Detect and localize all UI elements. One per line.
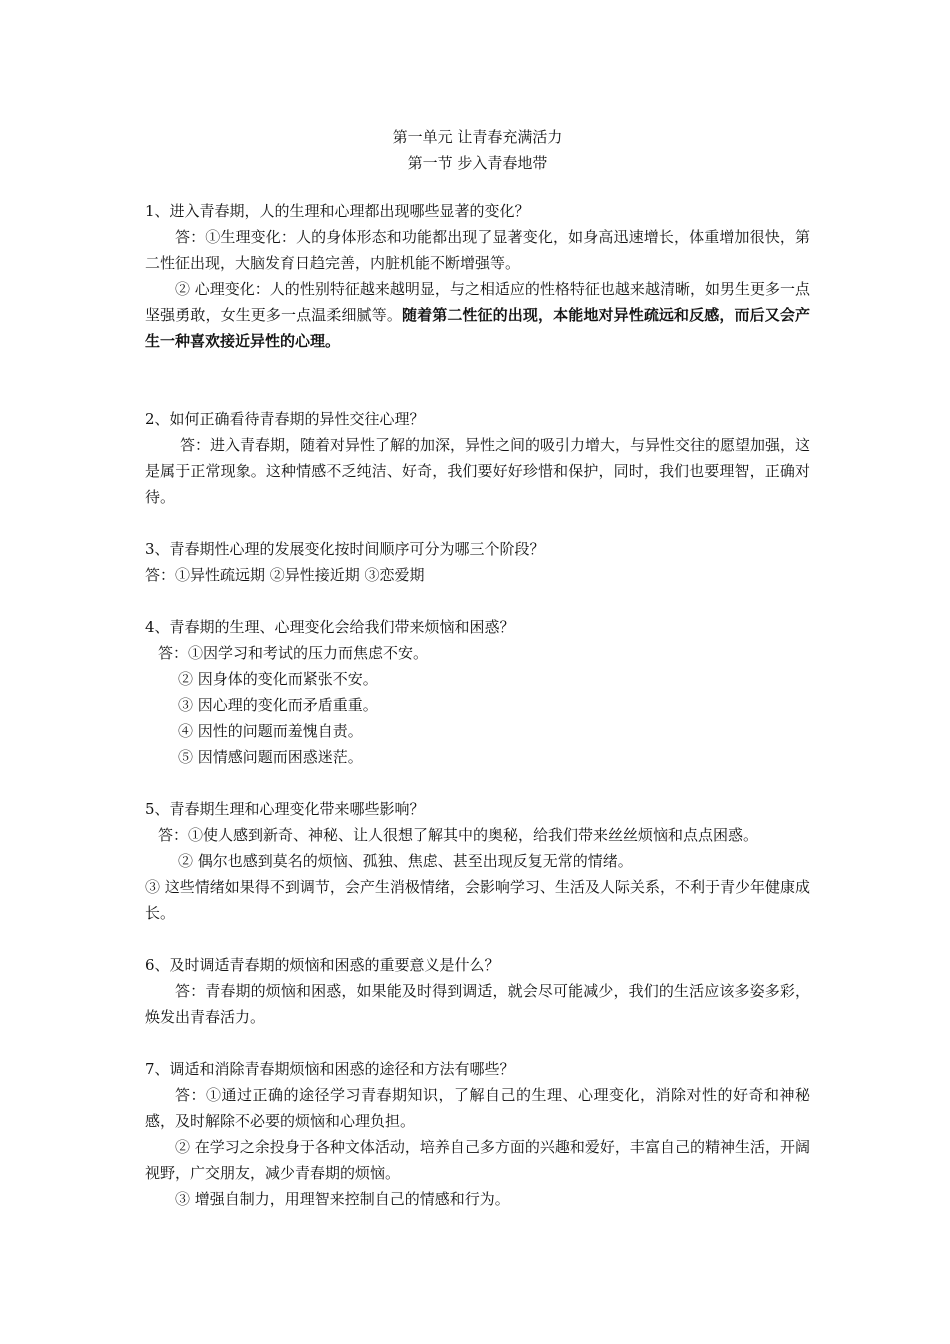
answer-1-bold-text: 随着第二性征的出现，本能地对异性疏远和反感，而后又会产生一种喜欢接近异性的心理。 — [145, 306, 810, 350]
answer-4-item-1: 答：①因学习和考试的压力而焦虑不安。 — [158, 644, 429, 662]
spacer — [145, 510, 810, 536]
document-body — [145, 124, 810, 1212]
answer-5-item-3: ③ 这些情绪如果得不到调节，会产生消极情绪，会影响学习、生活及人际关系，不利于青少年健康成长。 — [145, 878, 810, 922]
answer-4-item-5: ⑤ 因情感问题而困惑迷茫。 — [178, 748, 363, 766]
question-4: 4、青春期的生理、心理变化会给我们带来烦恼和困惑？ — [145, 618, 515, 636]
unit-title: 第一单元 让青春充满活力 — [392, 128, 563, 146]
spacer — [145, 588, 810, 614]
spacer — [145, 770, 810, 796]
answer-7-item-1: 答：①通过正确的途径学习青春期知识，了解自己的生理、心理变化，消除对性的好奇和神秘感，及时解除不必要的烦恼和心理负担。 — [145, 1086, 810, 1130]
answer-5-item-2: ② 偶尔也感到莫名的烦恼、孤独、焦虑、甚至出现反复无常的情绪。 — [178, 852, 633, 870]
answer-7-item-2: ② 在学习之余投身于各种文体活动，培养自己多方面的兴趣和爱好，丰富自己的精神生活，开阔视野，广交朋友，减少青春期的烦恼。 — [145, 1138, 810, 1182]
answer-4-item-3: ③ 因心理的变化而矛盾重重。 — [178, 696, 378, 714]
question-1: 1、进入青春期，人的生理和心理都出现哪些显著的变化？ — [145, 202, 530, 220]
answer-4-item-4: ④ 因性的问题而羞愧自责。 — [178, 722, 363, 740]
answer-7-item-3: ③ 增强自制力，用理智来控制自己的情感和行为。 — [175, 1190, 510, 1208]
question-7: 7、调适和消除青春期烦恼和困惑的途径和方法有哪些？ — [145, 1060, 515, 1078]
answer-6: 答：青春期的烦恼和困惑，如果能及时得到调适，就会尽可能减少，我们的生活应该多姿多彩，焕发出青春活力。 — [145, 982, 810, 1026]
section-title: 第一节 步入青春地带 — [407, 154, 548, 172]
answer-1-physiological: 答：①生理变化：人的身体形态和功能都出现了显著变化，如身高迅速增长，体重增加很快，第二性征出现，大脑发育日趋完善，内脏机能不断增强等。 — [145, 228, 810, 272]
question-5: 5、青春期生理和心理变化带来哪些影响？ — [145, 800, 425, 818]
spacer — [145, 354, 810, 406]
question-3: 3、青春期性心理的发展变化按时间顺序可分为哪三个阶段？ — [145, 540, 545, 558]
answer-4-item-2: ② 因身体的变化而紧张不安。 — [178, 670, 378, 688]
spacer — [145, 176, 810, 198]
spacer — [145, 1030, 810, 1056]
answer-3: 答：①异性疏远期 ②异性接近期 ③恋爱期 — [145, 566, 425, 584]
question-6: 6、及时调适青春期的烦恼和困惑的重要意义是什么？ — [145, 956, 500, 974]
answer-1-psychological — [145, 276, 810, 354]
spacer — [145, 926, 810, 952]
answer-5-item-1: 答：①使人感到新奇、神秘、让人很想了解其中的奥秘，给我们带来丝丝烦恼和点点困惑。 — [158, 826, 759, 844]
question-2: 2、如何正确看待青春期的异性交往心理？ — [145, 410, 425, 428]
answer-2: 答：进入青春期，随着对异性了解的加深，异性之间的吸引力增大，与异性交往的愿望加强，这是属于正常现象。这种情感不乏纯洁、好奇，我们要好好珍惜和保护，同时，我们也要理智，正确对待。 — [145, 436, 811, 506]
answer-1-psychological-text: ② 心理变化：人的性别特征越来越明显，与之相适应的性格特征也越来越清晰，如男生更多一点坚强勇敢，女生更多一点温柔细腻等。 — [145, 280, 810, 324]
